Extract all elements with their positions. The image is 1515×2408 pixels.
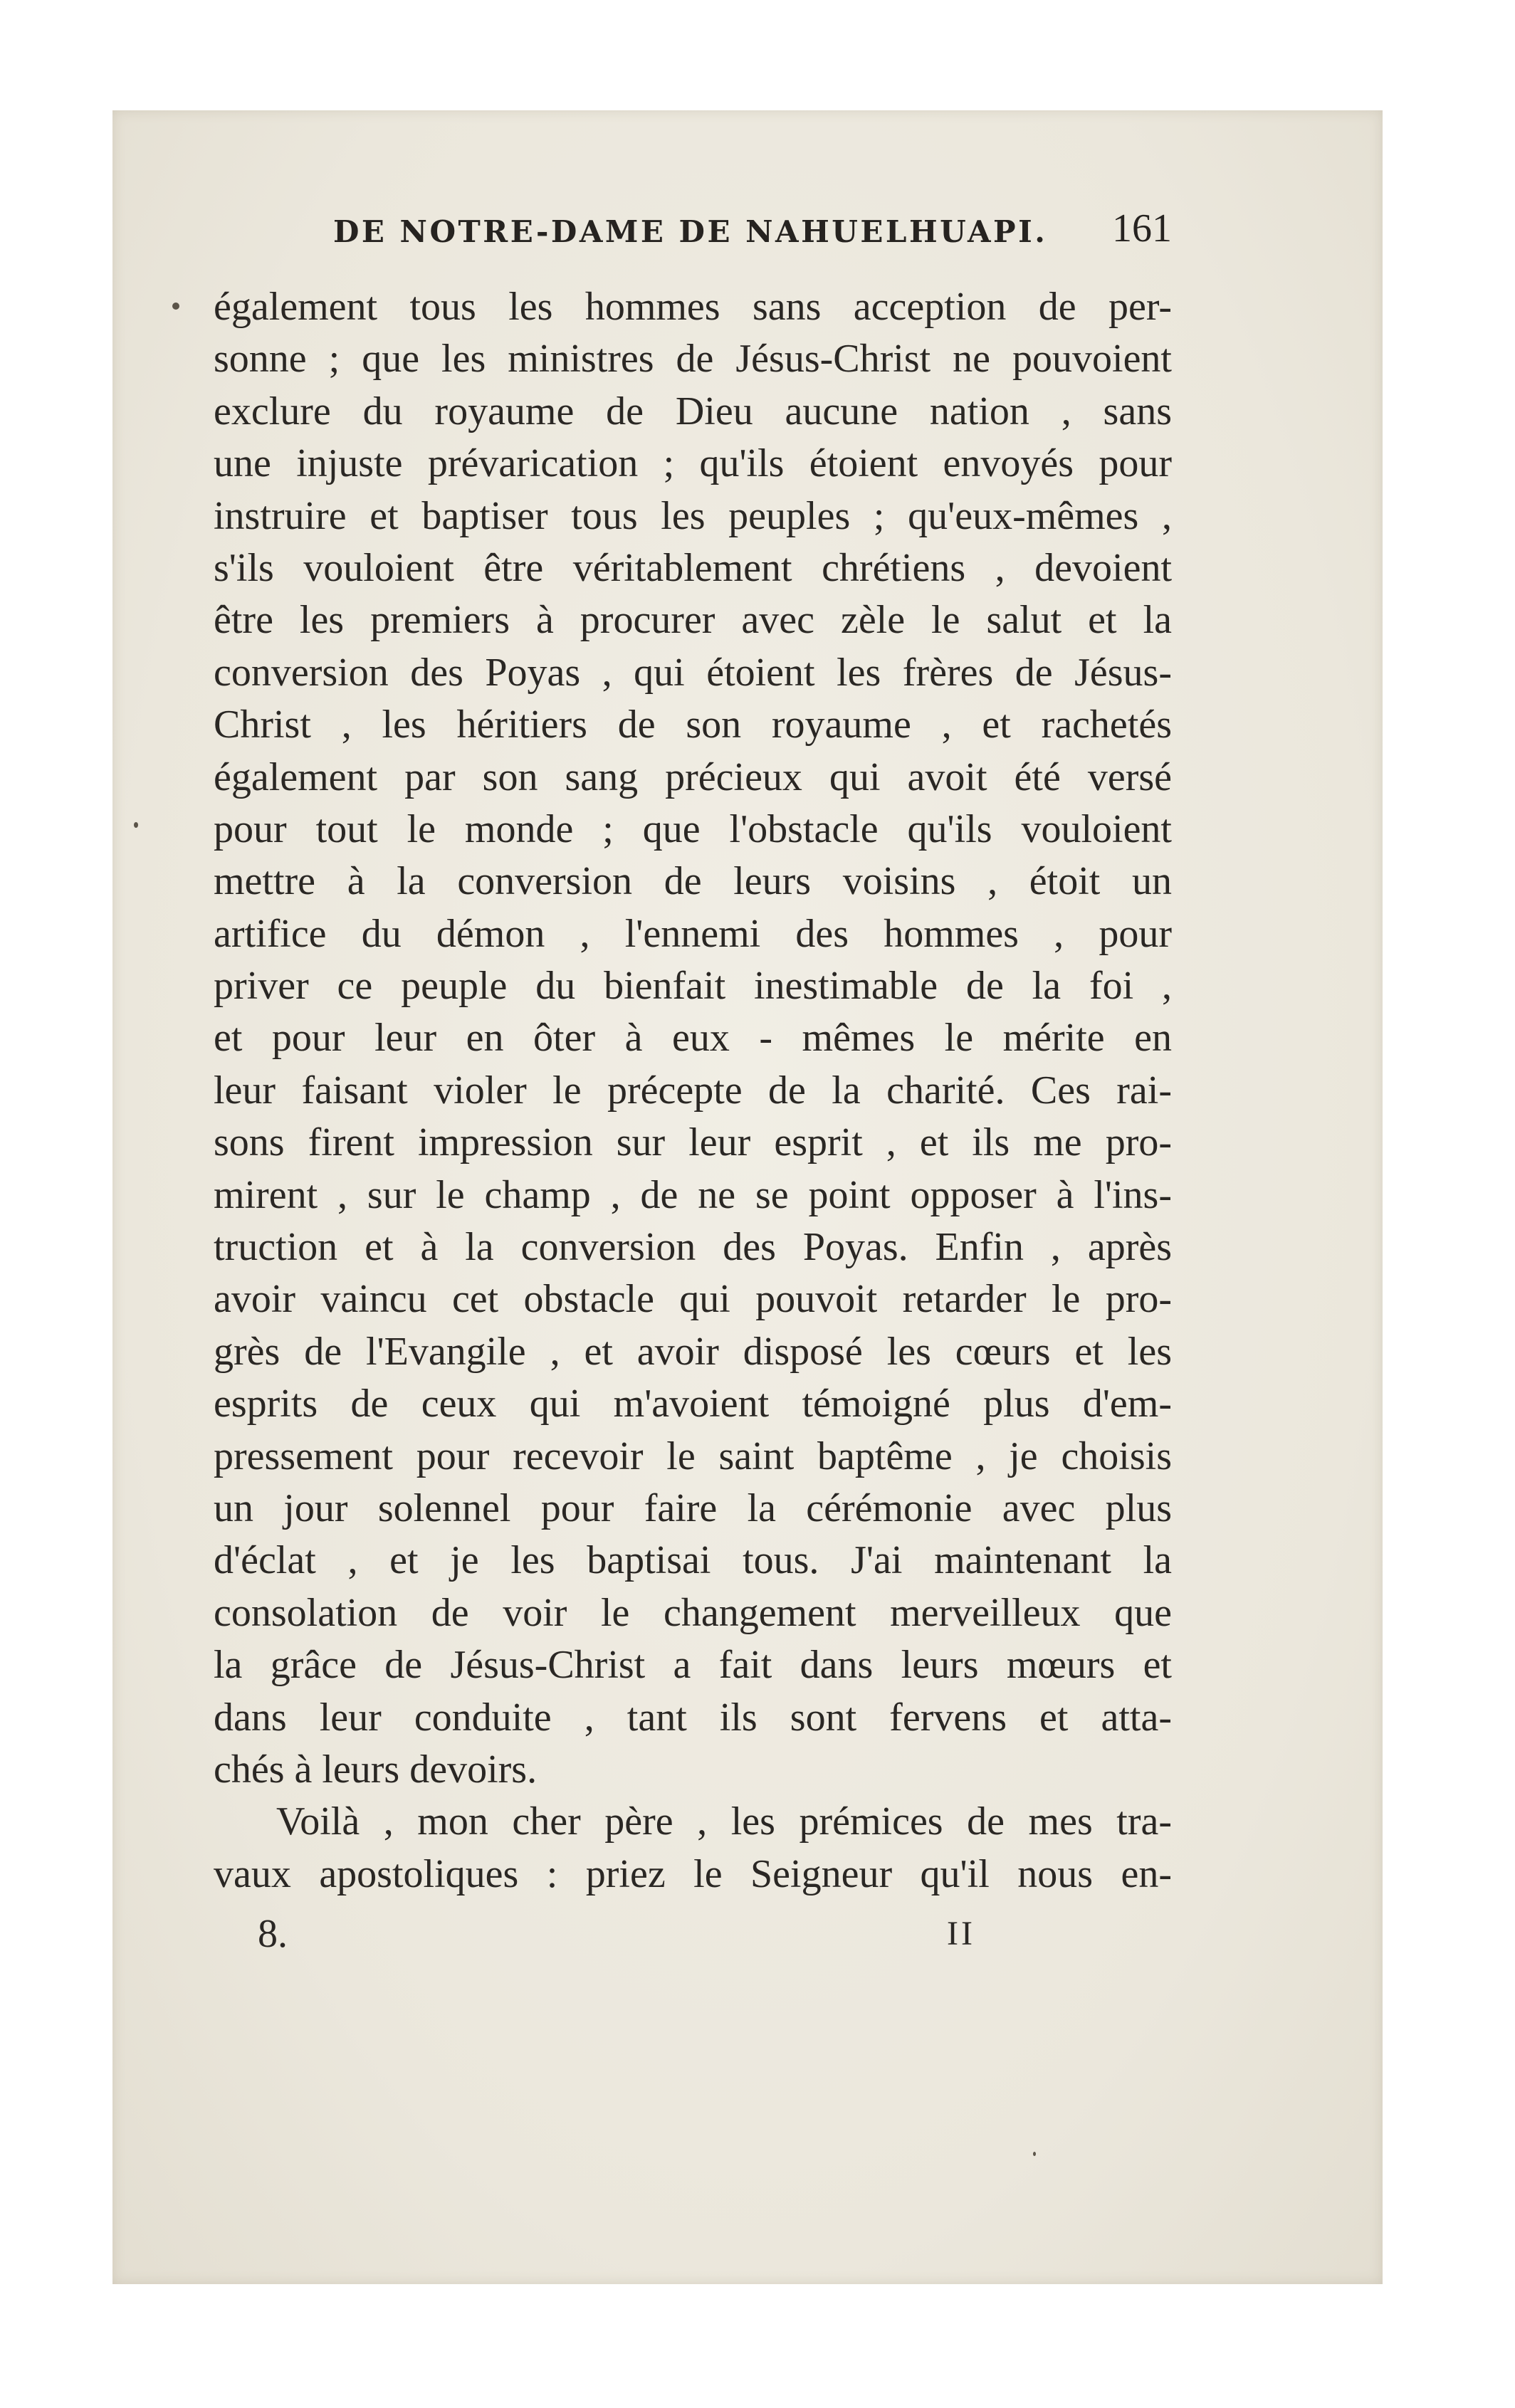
- page-footer: [214, 1911, 1172, 1961]
- text-line: également par son sang précieux qui avoit été versé: [214, 755, 1172, 799]
- text-line: grès de l'Evangile , et avoir disposé les cœurs et les: [214, 1329, 1172, 1374]
- text-line: pressement pour recevoir le saint baptême , je choisis: [214, 1434, 1172, 1478]
- running-title: DE NOTRE-DAME DE NAHUELHUAPI.: [333, 214, 1048, 249]
- text-line: avoir vaincu cet obstacle qui pouvoit retarder le pro-: [214, 1277, 1172, 1322]
- text-line: mettre à la conversion de leurs voisins , étoit un: [214, 859, 1172, 904]
- text-line: dans leur conduite , tant ils sont fervens et atta-: [214, 1695, 1172, 1740]
- text-line: vaux apostoliques : priez le Seigneur qu'il nous en-: [214, 1851, 1172, 1896]
- text-line: également tous les hommes sans acception de per-: [214, 285, 1172, 329]
- text-line: instruire et baptiser tous les peuples ; qu'eux-mêmes ,: [214, 493, 1172, 538]
- text-line: esprits de ceux qui m'avoient témoigné plus d'em-: [214, 1382, 1172, 1426]
- text-line: artifice du démon , l'ennemi des hommes , pour: [214, 911, 1172, 956]
- text-line: Voilà , mon cher père , les prémices de mes tra-: [276, 1799, 1172, 1844]
- text-line: la grâce de Jésus-Christ a fait dans leurs mœurs et: [214, 1643, 1172, 1688]
- text-line: un jour solennel pour faire la cérémonie avec plus: [214, 1486, 1172, 1530]
- text-line: mirent , sur le champ , de ne se point opposer à l'ins-: [214, 1172, 1172, 1217]
- text-line: sons firent impression sur leur esprit , et ils me pro-: [214, 1120, 1172, 1165]
- text-line: chés à leurs devoirs.: [214, 1747, 538, 1792]
- ink-speck: [1033, 2152, 1036, 2156]
- page-number: 161: [1112, 206, 1172, 251]
- text-line: s'ils vouloient être véritablement chrétiens , devoient: [214, 545, 1172, 590]
- ink-speck: [134, 822, 138, 828]
- text-line: être les premiers à procurer avec zèle le salut et la: [214, 598, 1172, 643]
- text-line: sonne ; que les ministres de Jésus-Christ ne pouvoient: [214, 337, 1172, 382]
- page-header: [214, 206, 1172, 253]
- text-line: Christ , les héritiers de son royaume , et rachetés: [214, 703, 1172, 747]
- text-line: truction et à la conversion des Poyas. Enfin , après: [214, 1225, 1172, 1270]
- signature-mark: 8.: [258, 1912, 288, 1956]
- text-line: d'éclat , et je les baptisai tous. J'ai maintenant la: [214, 1538, 1172, 1583]
- text-line: leur faisant violer le précepte de la charité. Ces rai-: [214, 1068, 1172, 1113]
- text-line: consolation de voir le changement merveilleux que: [214, 1590, 1172, 1635]
- ink-speck: [172, 303, 179, 310]
- text-line: exclure du royaume de Dieu aucune nation , sans: [214, 389, 1172, 433]
- text-line: et pour leur en ôter à eux - mêmes le mérite en: [214, 1016, 1172, 1061]
- text-line: conversion des Poyas , qui étoient les frères de Jésus-: [214, 650, 1172, 695]
- gathering-mark: II: [947, 1915, 975, 1952]
- text-line: une injuste prévarication ; qu'ils étoient envoyés pour: [214, 441, 1172, 486]
- text-line: pour tout le monde ; que l'obstacle qu'ils vouloient: [214, 806, 1172, 851]
- body-text: [214, 281, 1172, 1900]
- text-line: priver ce peuple du bienfait inestimable de la foi ,: [214, 964, 1172, 1009]
